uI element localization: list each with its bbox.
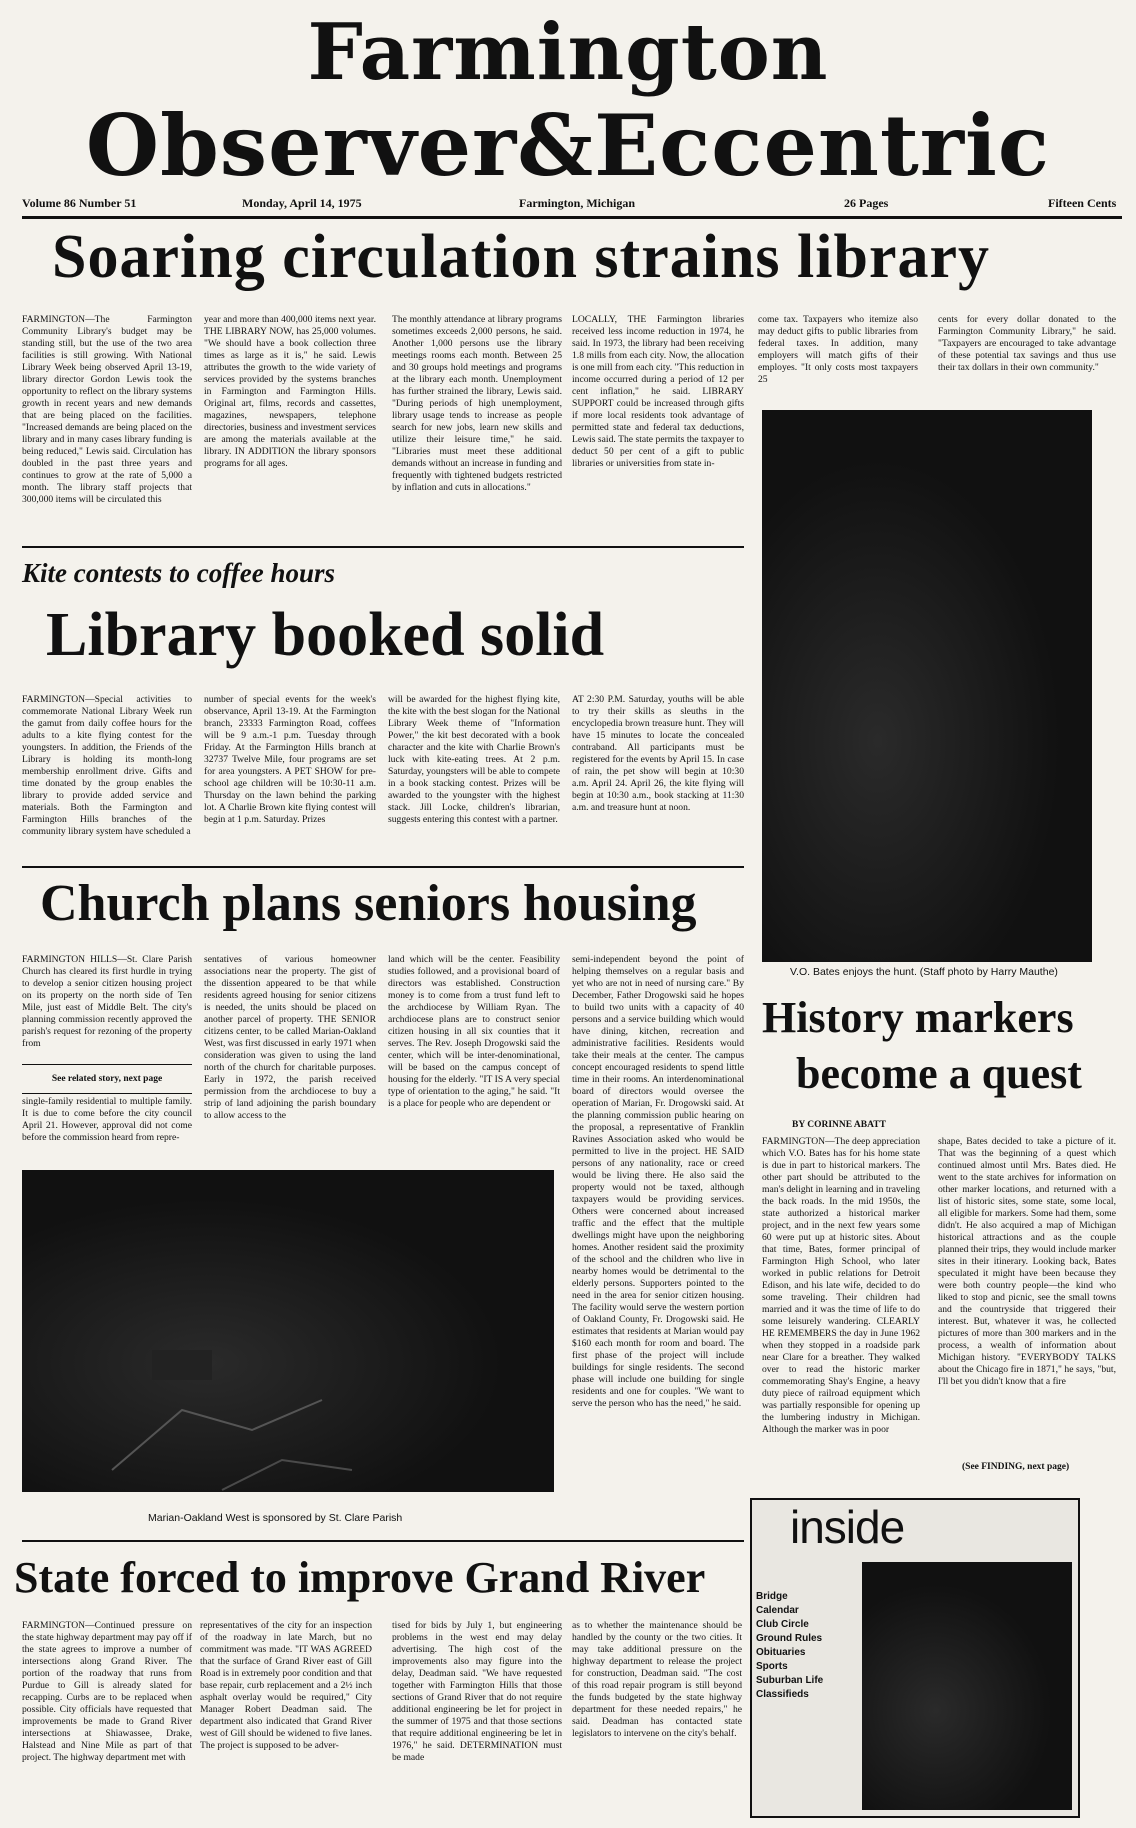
story4-headline-line1: History markers [762, 993, 1074, 1042]
story3-column-3: land which will be the center. Feasibility studies followed, and a provisional board of directors was established. Construction money is to come from a trust fund left to the archdiocese by William Ryan. The archdiocese plans are to construct senior citizen housing in all six counties that it serves. The Rev. Joseph Drogowski said the center, which will be inter-denominational, will be based on the campus concept of housing for the elderly. "IT IS A very special type of orientation to the aging," he said. "It is a place for people who are dependent or [388, 954, 560, 1109]
issue-date: Monday, April 14, 1975 [242, 196, 362, 210]
story2-column-2: number of special events for the week's observance, April 13-19. At the Farmington branch, 23333 Farmington Road, coffees will be 9 a.m.-1 p.m. Tuesday through Friday. At the Farmington Hills branch at 32737 Twelve Mile, four programs are set for area youngsters. A PET SHOW for pre-school age children will be 10:30-11 a.m. Thursday on the lawn behind the parking lot. A Charlie Brown kite flying contest will begin at 1 p.m. Saturday. Prizes [204, 694, 376, 825]
section-divider-2 [22, 866, 744, 868]
bates-photo [762, 410, 1092, 962]
story4-byline: BY CORINNE ABATT [792, 1120, 886, 1130]
story1-column-4: LOCALLY, THE Farmington libraries received less income reduction in 1974, he said. In 1973, the library had been receiving 1.8 mills from each city. Now, the allocation is one mill from each city. "This reduction in income occurred during a period of 12 per cent inflation," he said. LIBRARY SUPPORT could be increased through gifts if more local residents took advantage of permitted state and federal tax deductions, Lewis said. The state permits the taxpayer to deduct 50 per cent of a gift to public libraries or universities from state in- [572, 314, 744, 469]
story1-column-1: FARMINGTON—The Farmington Community Library's budget may be standing still, but the use of the two area facilities is still growing. With National Library Week being observed April 13-19, library director Gordon Lewis took the opportunity to reflect on the library systems growth in recent years and new demands that are being placed on the facilities. "Increased demands are being placed on the library and in many cases library funding is being reduced," Lewis said. Circulation has doubled in the past three years and continues to grow at the rate of 5,000 a month. The library staff projects that 300,000 items will be circulated this [22, 314, 192, 505]
issue-price: Fifteen Cents [1048, 196, 1117, 210]
inside-title: inside [790, 1501, 905, 1553]
story1-column-2: year and more than 400,000 items next year. THE LIBRARY NOW, has 25,000 volumes. "We should have a book collection three times as large as it is," he said. Lewis attributes the growth to the wide variety of services provided by the systems branches in Farmington and Farmington Hills. Original art, films, records and cassettes, magazines, newspapers, telephone directories, business and investment services are among the materials available at the library. IN ADDITION the library sponsors programs for all ages. [204, 314, 376, 469]
related-story-box: See related story, next page [22, 1064, 192, 1094]
story4-column-1: FARMINGTON—The deep appreciation which V.O. Bates has for his home state is due in part to historical markers. The other part should be attributed to the man's delight in learning and in traveling the back roads. In the mid 1950s, the state authorized a historical marker project, and in the next few years some 60 were put up at historic sites. About that time, Bates, former principal of Farmington High School, who later worked in public relations for Detroit Edison, and his late wife, decided to do some traveling. Their children had married and it was the time of life to do some leisurely wandering. CLEARLY HE REMEMBERS the day in June 1962 when they stopped in a roadside park near Clare for a breather. They walked over to read the historic marker commemorating Shay's Engine, a heavy duty piece of railroad equipment which was partially responsible for opening up the lumbering industry in Michigan. Although the marker was in poor [762, 1136, 920, 1435]
story2-column-1: FARMINGTON—Special activities to commemorate National Library Week run the gamut from daily coffee hours for the adults to a kite flying contest for the youngsters. In addition, the Friends of the Library is holding its month-long membership enrollment drive. Gifts and time donated by the group enables the library to provide added service and materials. Both the Farmington and Farmington Hills branches of the community library system have scheduled a [22, 694, 192, 837]
story2-kicker: Kite contests to coffee hours [22, 558, 335, 588]
inside-index-list [756, 1590, 856, 1702]
info-bar [22, 196, 1122, 219]
inside-photo [862, 1562, 1072, 1810]
masthead-line1: Farmington [307, 7, 829, 98]
story2-column-4: AT 2:30 P.M. Saturday, youths will be able to try their skills as sleuths in the encyclopedia brown treasure hunt. They will have 15 minutes to locate the concealed contraband. All participants must be registered for the events by April 15. In case of rain, the pet show will begin at 10:30 a.m. April 24. April 26, the kite flying will begin at 10:30 a.m., book stacking at 11:30 a.m. and treasure hunt at noon. [572, 694, 744, 813]
story1-column-3: The monthly attendance at library programs sometimes exceeds 2,000 persons, he said. Another 1,000 persons use the library meetings rooms each month. Between 25 and 30 groups hold meetings and programs at the library each month. Unemployment has further strained the library, Lewis said. "During periods of high unemployment, library usage tends to increase as people search for new jobs, learn new skills and utilize their leisure time," he said. "Libraries must meet these additional demands without an increase in funding and frequently with tightened budgets restricted by inflation and cuts in allocations." [392, 314, 562, 493]
inside-item: Sports [756, 1661, 788, 1672]
inside-item: Ground Rules [756, 1633, 823, 1644]
marian-oakland-photo [22, 1170, 554, 1492]
bates-photo-caption: V.O. Bates enjoys the hunt. (Staff photo by Harry Mauthe) [790, 966, 1058, 978]
story5-column-3: tised for bids by July 1, but engineering problems in the west end may delay advertising. The high cost of the improvements also may figure into the delay, Deadman said. "We have requested together with Farmington Hills that those sections of Grand River that do not require additional engineering be let for project in the summer of 1975 and that those sections that require additional engineering be let in 1976," he said. DETERMINATION must be made [392, 1620, 562, 1763]
story3-column-2: sentatives of various homeowner associations near the property. The gist of the dissention appeared to be that while residents agreed housing for senior citizens is needed, the units should be placed on another parcel of property. THE SENIOR citizens center, to be called Marian-Oakland West, was first discussed in early 1971 when consideration was given to using the land north of the church for charitable purposes. Early in 1972, the parish received permission from the archdiocese to buy a strip of land adjoining the parish boundary to allow access to the [204, 954, 376, 1121]
page-count: 26 Pages [844, 196, 889, 210]
inside-item: Suburban Life [756, 1675, 824, 1686]
story1-column-6: cents for every dollar donated to the Farmington Community Library," he said. "Taxpayers are encouraged to take advantage of these potential tax savings and thus use their tax dollars in their own community." [938, 314, 1116, 373]
inside-item: Calendar [756, 1605, 799, 1616]
story5-column-4: as to whether the maintenance should be handled by the county or the two cities. It may take additional pressure on the highway department to release the project for construction, Deadman said. "The cost of this road repair program is still beyond the funds budgeted by the state highway department for these needed repairs," he said. Deadman has contacted state legislators to intervene on the city's behalf. [572, 1620, 742, 1739]
inside-item: Obituaries [756, 1647, 806, 1658]
story1-column-5: come tax. Taxpayers who itemize also may deduct gifts to public libraries from federal taxes. In addition, many employers will match gifts of their employes. "It only costs most taxpayers 25 [758, 314, 918, 385]
section-divider-1 [22, 546, 744, 548]
inside-item: Club Circle [756, 1619, 809, 1630]
story5-column-2: representatives of the city for an inspection of the roadway in late March, but no commitment was made. "IT WAS AGREED that the surface of Grand River east of Gill Road is in extremely poor condition and that base repair, curb replacement and a 2½ inch asphalt overlay would be required," City Manager Robert Deadman said. The department also indicated that Grand River west of Gill should be widened to five lanes. The project is supposed to be adver- [200, 1620, 372, 1751]
story4-column-2: shape, Bates decided to take a picture of it. That was the beginning of a quest which continued almost until Mrs. Bates died. He went to the state archives for information on other marker locations, and returned with a list of historic sites, some state, some local, all eligible for markers. Some had them, some didn't. He also acquired a map of Michigan historical attractions and as the couple planned their trips, they would include marker sites in their itinerary. Looking back, Bates speculated it might have been because they were both country people—the kind who liked to stop and picnic, see the small towns and the countryside that triggered their interest. But, whatever it was, he collected pictures of more than 300 markers and in the process, a wealth of information about Michigan history. "EVERYBODY TALKS about the Chicago fire in 1871," he says, "but, I'll bet you didn't know that a fire [938, 1136, 1116, 1387]
masthead-line2: Observer&Eccentric [85, 96, 1051, 195]
section-divider-3 [22, 1540, 744, 1542]
story3-column-1b: single-family residential to multiple family. It is due to come before the city council April 21. However, approval did not come before the commission heard from repre- [22, 1096, 192, 1143]
story5-column-1: FARMINGTON—Continued pressure on the state highway department may pay off if the state agrees to improve a number of intersections along Grand River. The portion of the roadway that runs from Purdue to Gill is already slated for recapping. Curbs are to be replaced when possible. City officials have requested that improvements be made to Grand River intersections at Shiawassee, Drake, Halstead and Nine Mile as part of that project. The highway department met with [22, 1620, 192, 1763]
story5-headline: State forced to improve Grand River [14, 1553, 706, 1602]
volume-number: Volume 86 Number 51 [22, 196, 137, 210]
story3-headline: Church plans seniors housing [40, 875, 697, 932]
story3-column-1: FARMINGTON HILLS—St. Clare Parish Church has cleared its first hurdle in trying to develop a senior citizen housing project on its property on the north side of Ten Mile, just east of Middle Belt. The city's planning commission recently approved the parish's request for rezoning of the property from [22, 954, 192, 1049]
marian-oakland-caption: Marian-Oakland West is sponsored by St. Clare Parish [148, 1512, 403, 1524]
story4-jump-line: (See FINDING, next page) [962, 1462, 1070, 1472]
photo-highlights [22, 1170, 554, 1492]
inside-item: Classifieds [756, 1689, 809, 1700]
story2-column-3: will be awarded for the highest flying kite, the kite with the best slogan for the National Library Week theme of "Information Power," the kit best decorated with a book character and the kite with Charlie Brown's luck with kite-eating trees. At 2 p.m. Saturday, youngsters will be able to compete in a book stacking contest. Prizes will be awarded to the youngster with the highest stack. Jill Locke, children's librarian, suggests entering this contest with a partner. [388, 694, 560, 825]
story4-headline-line2: become a quest [796, 1049, 1082, 1098]
story3-column-4: semi-independent beyond the point of helping themselves on a regular basis and yet who are not in need of nursing care." By December, Father Drogowski said he hopes to build two units with a capacity of 40 persons and a service building which would have dining, kitchen, recreation and administrative facilities. Residents would take their meals at the center. The campus concept encouraged residents to spend little time in their rooms. An interdenominational board of directors would oversee the operation of Marian, Fr. Drogowski said. At the planning commission public hearing on the proposal, a representative of Franklin Ravines Association asked who would be permitted to live in the project. HE SAID persons of any nationality, race or creed would be living there. He also said the property would not be taxed, although taxpayers would be providing services. Others were concerned about increased traffic and the effect that the multiple dwellings might have upon the neighboring homes. Another resident said the proximity of the school and the children who live in nearby homes would be detrimental to the elderly persons. Supporters pointed to the need in the area for senior citizen housing. The facility would serve the western portion of Oakland County, Fr. Drogowski said. He estimates that residents at Marian would pay $160 each month for room and board. The first phase of the project will include buildings for single residents. The second phase will include one building for single residents and one for couples. "We want to serve the person who has the need," he said. [572, 954, 744, 1409]
story1-headline: Soaring circulation strains library [52, 223, 991, 291]
issue-place: Farmington, Michigan [519, 196, 635, 210]
inside-item: Bridge [756, 1591, 788, 1602]
story2-headline: Library booked solid [46, 601, 605, 669]
